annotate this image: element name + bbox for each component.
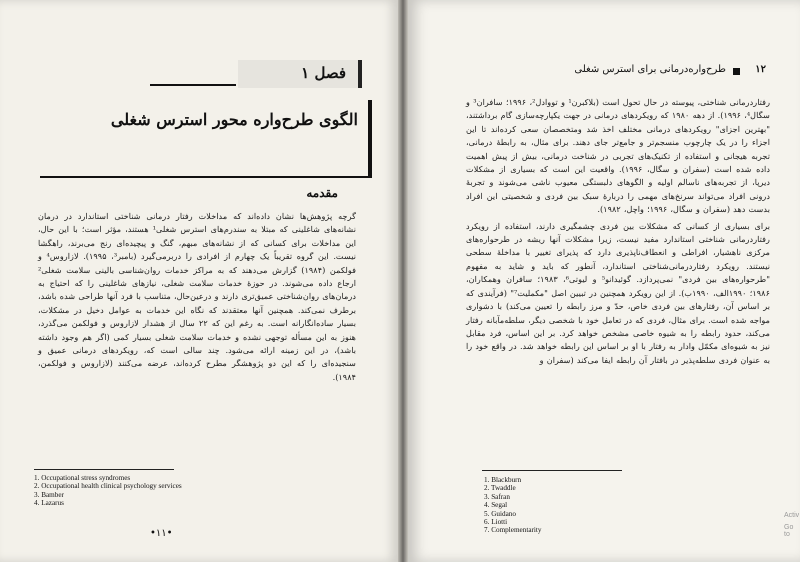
left-paragraph: گرچه پژوهش‌ها نشان داده‌اند که مداخلات رفتار درمانی شناختی استاندارد در درمان نشانه‌های شاغلینی که مبتلا به سندرم‌های استرس شغلی¹ هستند، مؤثر است؛ با این حال، این مداخلات برای کسانی که از نشانه‌های مبهم، گنگ و پیچیده‌ای رنج می‌برند، راهگشا نیست. این گروه تقریباً یک چهارم از افرادی را دربرمی‌گیرد (بامبر³، ۱۹۹۵). لازاروس⁴ و فولکمن (۱۹۸۴) گزارش می‌دهند که به مراکز خدمات روان‌شناسی بالینی سلامت شغلی² ارجاع داده می‌شوند. در حوزهٔ خدمات سلامت شغلی، نیازهای شاغلینی را که احتیاج به درمان‌های روان‌شناختی عمیق‌تری دارند و درعین‌حال، متناسب با فرد آنها طراحی شده باشد، برطرف نمی‌کند. همچنین آنها معتقدند که نگاه این خدمات به عوامل دخیل در مشکلات، بسیار ساده‌انگارانه است. به رغم این که ۲۲ سال از هشدار لازاروس و فولکمن می‌گذرد، هنوز به این مسأله توجهی نشده و خدمات سلامت شغلی بسیار کمی (اگر هم وجود داشته باشد)، در این زمینه ارائه می‌شود. چند سالی است که، رویکردهای درمانی عمیق و سنجیده‌ای را که این دو پژوهشگر مطرح کرده‌اند، عرضه می‌کنند (لازاروس و فولکمن، ۱۹۸۴). [38,211,357,382]
footnote-item: 6. Liotti [484,518,508,527]
running-header: طرح‌واره‌درمانی برای استرس شغلی [574,64,726,75]
left-body-text [38,210,356,384]
footnote-item: 2. Occupational health clinical psychology services [34,482,182,491]
footnote-item: 3. Bamber [34,490,64,499]
right-footnotes [484,476,764,535]
title-rule [40,176,372,178]
footnote-item: 4. Lazarus [34,499,64,508]
footnote-item: 3. Safran [484,492,510,501]
activation-watermark-sub: Go to [784,524,794,538]
title-bar [368,100,372,176]
section-heading: مقدمه [306,186,338,200]
right-paragraph: رفتاردرمانی شناختی، پیوسته در حال تحول است (بلاکبرن¹ و تووادل²، ۱۹۹۶؛ سافران³ و سگال⁴، ۱۹۹۶). از دهه ۱۹۸۰ که رویکردهای درمانی در جهت یکپارچه‌سازی گام برداشتند، "بهترین اجزای" رویکردهای درمانی مختلف اخذ شد ومتخصصان سعی کرده‌اند تا این اجزاء را در یک چارچوب منسجم‌تر و جامع‌تر جای دهند. برای مثال، به رابطهٔ درمانی، تجربه هیجانی و استفاده از تکنیک‌های تجربی در شناخت درمانی، بیش از پیش اهمیت داده شده است (سفران و سگال، ۱۹۹۶). واقعیت این است که بسیاری از مشکلات دیرپا، از تجربه‌های ناسالم اولیه و الگوهای دلبستگی معیوب ناشی می‌شوند و تجربهٔ درونی افراد می‌تواند سرنخ‌های مهمی را دربارهٔ سبک بین فردی و شخصیتی این افراد بدست دهد (سفران و سگال، ۱۹۹۶؛ واچل، ۱۹۸۲). [466,97,771,215]
footnote-item: 2. Twaddle [484,484,516,493]
footnote-item: 5. Guidano [484,509,516,518]
left-page [0,0,398,562]
activation-watermark: Activ [784,512,800,519]
chapter-title: الگوی طرح‌واره محور استرس شغلی [110,110,358,129]
footnote-item: 7. Complementarity [484,526,542,535]
header-page-number: ۱۲ [755,64,766,75]
footnote-item: 1. Occupational stress syndromes [34,474,131,482]
right-page [408,0,800,562]
right-body-text [466,96,770,367]
left-page-number: •۱۱• [150,528,173,539]
footnote-item: 4. Segal [484,501,508,510]
right-paragraph: برای بسیاری از کسانی که مشکلات بین فردی چشمگیری دارند، استفاده از رویکرد رفتاردرمانی شناختی استاندارد مفید نیست، زیرا مشکلات آنها ریشه در طرحواره‌های مرکزی ناهشیار، افراطی و انعطاف‌ناپذیری دارد که پذیرای تغییر با مداخلهٔ سطحی نیستند. رویکرد رفتاردرمانی‌شناختی استاندارد، آنطور که باید و شاید به مفهوم "طرحواره‌های بین فردی" نمی‌پردازد. گوئیدانو⁵ و لیوتی⁶، ۱۹۸۳؛ سافران وهمکاران، ۱۹۸۶؛ ۱۹۹۰الف، ۱۹۹۰ب). از این رویکرد همچنین در تبیین اصل "مکملیت⁷" (فرآیندی که بر اساس آن، رفتارهای بین فردی خاص، حدّ و مرز رابطه را تعیین می‌کند) با دشواری مواجه شده است. برای مثال، فردی که در تعامل خود با شخصی دیگر، سلطه‌مآبانه رفتار می‌کند، حدود رابطه را به شیوه خاصی مشخص خواهد کرد. بر این اساس، فرد مقابل نیز به شیوه‌ای مکمّل وادار به رفتار با او بر اساس این رابطه خواهد شد. در واقع خود را به عنوان فردی سلطه‌پذیر در بافتار آن رابطه ایفا می‌کند (سفران و [466,220,771,365]
page-number-value: ۱۱ [155,528,167,539]
chapter-label: فصل ۱ [301,64,346,82]
chapter-rule [150,84,236,86]
footnote-rule [482,470,622,471]
header-square-icon [733,68,740,75]
footnote-rule [34,469,174,470]
footnote-item: 1. Blackburn [484,476,522,484]
book-gutter [398,0,408,562]
chapter-label-box [238,60,362,88]
left-footnotes [34,474,354,508]
